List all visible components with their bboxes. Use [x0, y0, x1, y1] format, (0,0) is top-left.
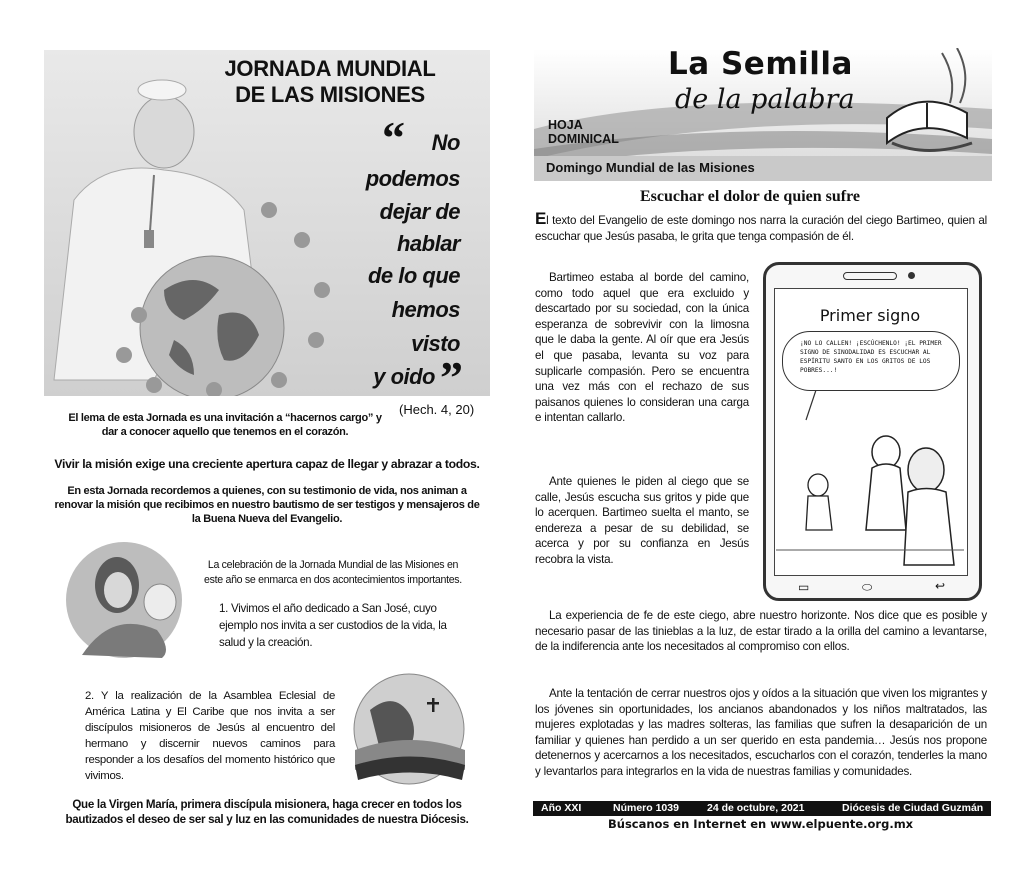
- hoja-line1: HOJA: [548, 118, 583, 132]
- quote-line: visto: [411, 331, 460, 356]
- intro-paragraph: [535, 211, 987, 244]
- section-title: Escuchar el dolor de quien sufre: [640, 188, 861, 205]
- comic-title: Primer signo: [819, 306, 921, 325]
- phone-back-icon: ▭: [798, 580, 810, 594]
- paragraph-mision: Vivir la misión exige una creciente apertura capaz de llegar y abrazar a todos.: [54, 457, 480, 471]
- hoja-line2: DOMINICAL: [548, 132, 619, 146]
- quote-reference: (Hech. 4, 20): [399, 402, 475, 417]
- paragraph-recordemos: En esta Jornada recordemos a quienes, con su testimonio de vida, nos animan a renovar la misión que recibimos en nuestro bautismo de ser testigos y mensajeros de la Buena Nueva del Evangelio.: [54, 485, 480, 525]
- quote-line: de lo que: [367, 263, 460, 288]
- footer-diocese: Diócesis de Ciudad Guzmán: [842, 802, 984, 814]
- jesus-child-image: [62, 540, 192, 660]
- quote-line: podemos: [365, 166, 460, 191]
- list-item-san-jose: 1. Vivimos el año dedicado a San José, cuyo ejemplo nos invita a ser custodios de la vida, la salud y la creación.: [219, 602, 447, 649]
- paragraph-jesus-escucha: Ante quienes le piden al ciego que se calle, Jesús escucha sus gritos y pide que lo acerquen. Bartimeo suelta el manto, se endereza a pesar de su debilidad, se acerca y por su confianza en Jesús recobra la vista.: [535, 475, 749, 566]
- quote-open-mark: “: [382, 112, 405, 163]
- phone-speaker: [843, 272, 897, 280]
- quote-close-mark: ”: [440, 352, 463, 403]
- asamblea-logo-image: [350, 670, 468, 788]
- closing-prayer: Que la Virgen María, primera discípula misionera, haga crecer en todos los bautizados el deseo de ser sal y luz en las comunidades de nuestra Diócesis.: [65, 798, 469, 826]
- quote-line: No: [431, 130, 460, 155]
- paragraph-bartimeo: Bartimeo estaba al borde del camino, como todo aquel que era excluido y descartado por su sociedad, con la única esperanza de sobrevivir con la limosna que le daba la gente. Al oír que era Jesús el que pasaba, levanta su voz para suplicarle compasión. Pero se encuentra una vez más con el rechazo de sus paisanos quienes lo consideran una carga e intentan callarlo.: [535, 271, 749, 425]
- phone-return-icon: ↩: [935, 579, 946, 593]
- sunday-title: Domingo Mundial de las Misiones: [546, 160, 755, 175]
- intro-dropcap: E: [535, 209, 547, 228]
- paragraph-lema: El lema de esta Jornada es una invitación a “hacernos cargo” y dar a conocer aquello que tenemos en el corazón.: [68, 412, 382, 438]
- footer-year: Año XXI: [541, 802, 582, 814]
- comic-bubble-text: ¡NO LO CALLEN! ¡ESCÚCHENLO! ¡EL PRIMER SIGNO DE SINODALIDAD ES ESCUCHAR AL ESPÍRITU SANTO EN LOS GRITOS DE LOS POBRES...!: [800, 340, 942, 374]
- hoja-dominical-label: [548, 118, 619, 146]
- footer-number: Número 1039: [613, 802, 679, 814]
- footer-date: 24 de octubre, 2021: [707, 802, 805, 814]
- footer-website: Búscanos en Internet en www.elpuente.org.mx: [608, 817, 914, 831]
- hero-title-line1: JORNADA MUNDIAL: [224, 56, 436, 81]
- hero-title-line2: DE LAS MISIONES: [235, 82, 425, 107]
- masthead-title: La Semilla: [668, 46, 853, 82]
- paragraph-tentacion: Ante la tentación de cerrar nuestros ojos y oídos a la situación que viven los migrantes y los jóvenes sin oportunidades, los ancianos abandonados y los niños maltratados, las mujeres explotadas y las madres solteras, las familias que sufren la desaparición de un familiar y quienes han perdido a un ser querido en esta pandemia… Jesús nos propone detenernos y acercarnos a los necesitados, escucharlos con el corazón, tenderles la mano y levantarlos para integrarlos en la vida de nuestras familias y comunidades.: [535, 687, 987, 778]
- intro-text: l texto del Evangelio de este domingo nos narra la curación del ciego Bartimeo, quien al escuchar que Jesús pasaba, le grita que tenga compasión de él.: [535, 214, 987, 243]
- quote-line: y oido: [373, 364, 435, 389]
- list-item-asamblea: 2. Y la realización de la Asamblea Eclesial de América Latina y El Caribe que nos invita a ser discípulos misioneros de Jesús al encuentro del hermano y discernir nuevos caminos para responder a los desafíos del momento histórico que vivimos.: [85, 690, 335, 782]
- masthead-subtitle: de la palabra: [675, 84, 855, 115]
- paragraph-intro: La celebración de la Jornada Mundial de las Misiones en este año se enmarca en dos acontecimientos importantes.: [204, 559, 462, 586]
- hero-title: [185, 56, 475, 108]
- quote-line: hemos: [391, 297, 460, 322]
- bible-logo-icon: [872, 48, 982, 158]
- paragraph-experiencia: La experiencia de fe de este ciego, abre nuestro horizonte. Nos dice que es posible y necesario pasar de las tinieblas a la luz, de estar tirado a la orilla del camino a levantarse, de la indiferencia ante los necesitados al compromiso con ellos.: [535, 609, 987, 654]
- quote-line: hablar: [396, 231, 460, 256]
- comic-illustration: [776, 390, 964, 572]
- quote-line: dejar de: [379, 199, 460, 224]
- phone-home-icon: ⬭: [862, 580, 873, 594]
- phone-camera: [908, 272, 915, 279]
